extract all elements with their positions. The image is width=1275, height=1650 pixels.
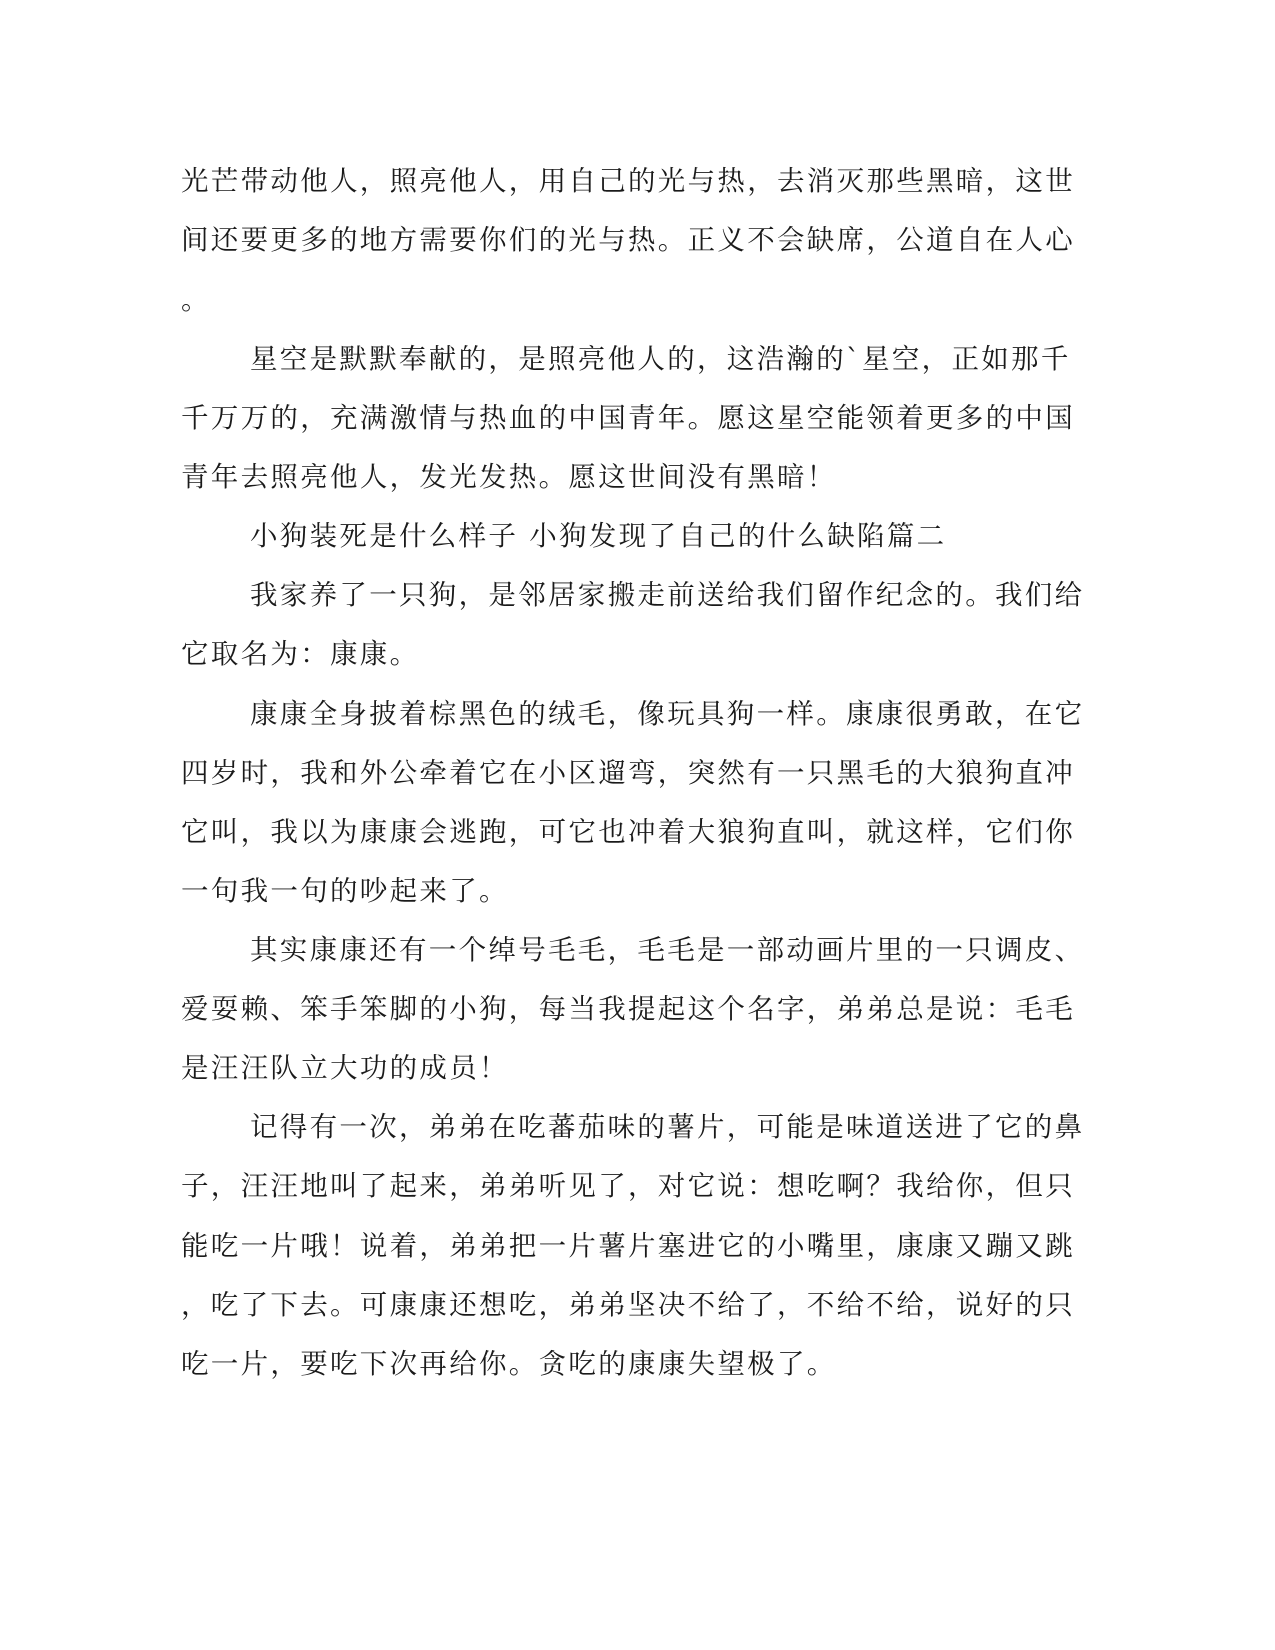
text-line-16: 是汪汪队立大功的成员！ (181, 1052, 509, 1084)
text-line-6: 青年去照亮他人，发光发热。愿这世间没有黑暗！ (181, 461, 837, 493)
text-line-4: 星空是默默奉献的，是照亮他人的，这浩瀚的`星空，正如那千 (250, 343, 1071, 375)
text-line-10: 康康全身披着棕黑色的绒毛，像玩具狗一样。康康很勇敢，在它 (250, 698, 1085, 730)
text-line-20: ，吃了下去。可康康还想吃，弟弟坚决不给了，不给不给，说好的只 (181, 1289, 1075, 1321)
text-line-21: 吃一片，要吃下次再给你。贪吃的康康失望极了。 (181, 1348, 837, 1380)
section-heading: 小狗装死是什么样子 小狗发现了自己的什么缺陷篇二 (250, 520, 947, 552)
text-line-1: 光芒带动他人，照亮他人，用自己的光与热，去消灭那些黑暗，这世 (181, 165, 1075, 197)
text-line-3: 。 (181, 284, 211, 316)
text-line-13: 一句我一句的吵起来了。 (181, 875, 509, 907)
text-line-15: 爱耍赖、笨手笨脚的小狗，每当我提起这个名字，弟弟总是说：毛毛 (181, 993, 1075, 1025)
text-line-5: 千万万的，充满激情与热血的中国青年。愿这星空能领着更多的中国 (181, 402, 1075, 434)
text-line-17: 记得有一次，弟弟在吃蕃茄味的薯片，可能是味道送进了它的鼻 (250, 1111, 1085, 1143)
text-line-8: 我家养了一只狗，是邻居家搬走前送给我们留作纪念的。我们给 (250, 579, 1085, 611)
text-line-11: 四岁时，我和外公牵着它在小区遛弯，突然有一只黑毛的大狼狗直冲 (181, 757, 1075, 789)
text-line-2: 间还要更多的地方需要你们的光与热。正义不会缺席，公道自在人心 (181, 224, 1075, 256)
text-line-9: 它取名为：康康。 (181, 638, 420, 670)
text-line-19: 能吃一片哦！说着，弟弟把一片薯片塞进它的小嘴里，康康又蹦又跳 (181, 1230, 1075, 1262)
text-line-18: 子，汪汪地叫了起来，弟弟听见了，对它说：想吃啊？我给你，但只 (181, 1170, 1075, 1202)
text-line-14: 其实康康还有一个绰号毛毛，毛毛是一部动画片里的一只调皮、 (250, 934, 1085, 966)
text-line-12: 它叫，我以为康康会逃跑，可它也冲着大狼狗直叫，就这样，它们你 (181, 816, 1075, 848)
